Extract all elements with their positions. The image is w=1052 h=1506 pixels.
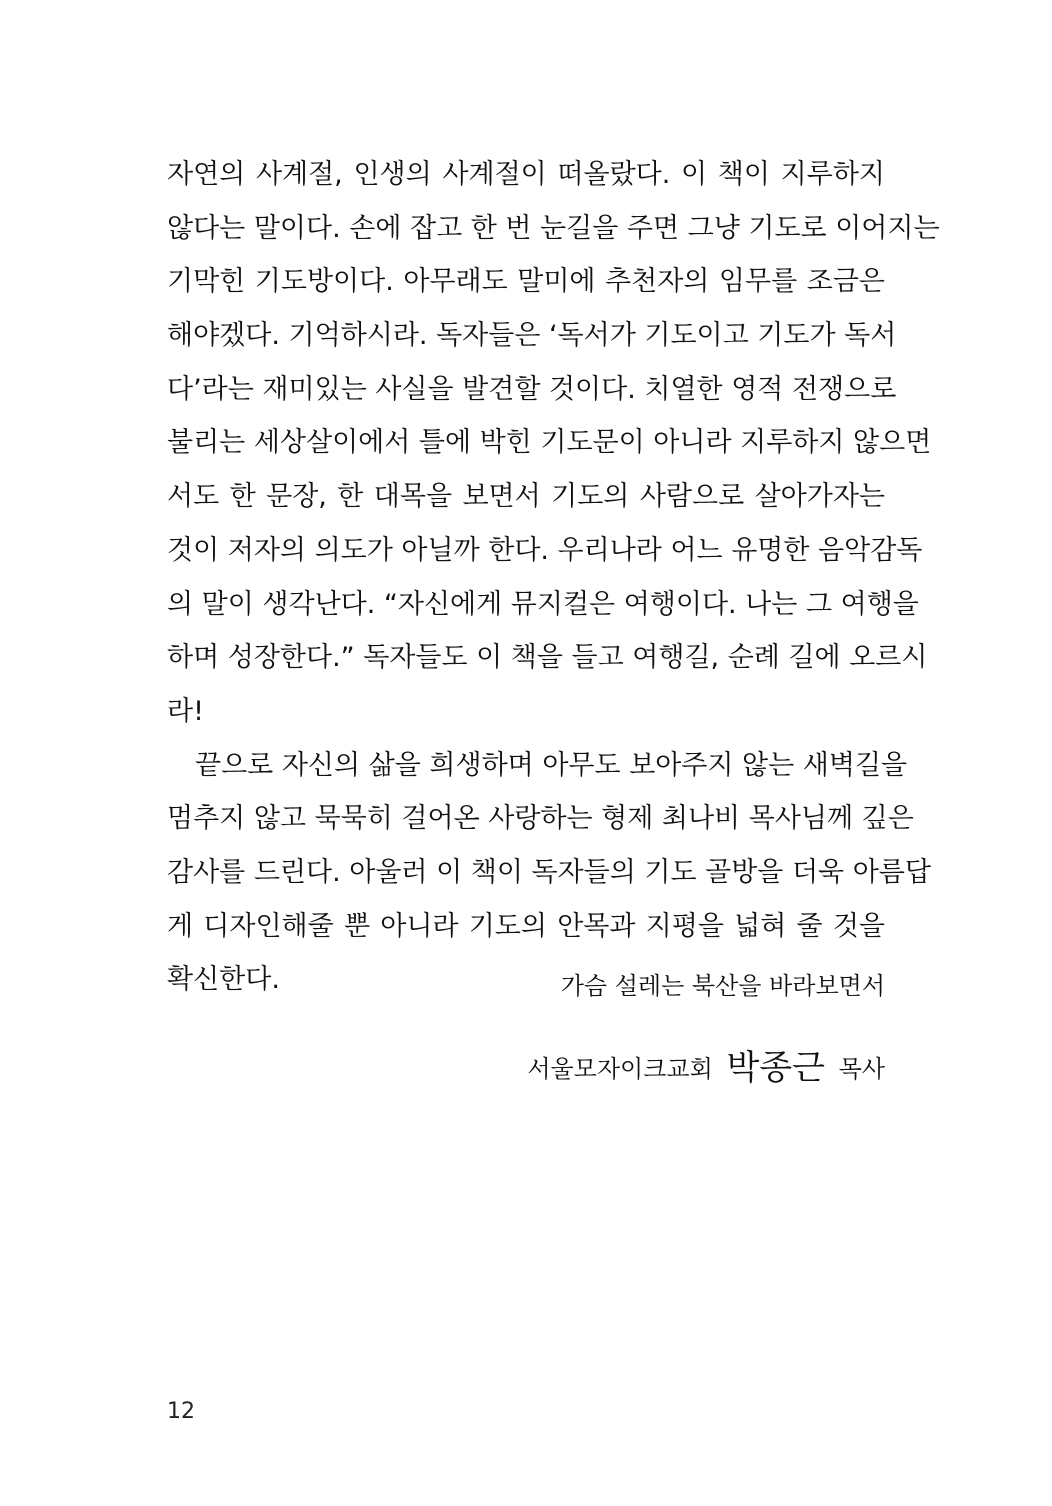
text-line: 기막힌 기도방이다. 아무래도 말미에 추천자의 임무를 조금은: [167, 266, 885, 298]
text-line: 자연의 사계절, 인생의 사계절이 떠올랐다. 이 책이 지루하지: [167, 159, 885, 190]
text-line: 의 말이 생각난다. “자신에게 뮤지컬은 여행이다. 나는 그 여행을: [167, 588, 919, 620]
text-line-paragraph-start: 끝으로 자신의 삶을 희생하며 아무도 보아주지 않는 새벽길을: [195, 749, 908, 781]
text-line: 게 디자인해줄 뿐 아니라 기도의 안목과 지평을 넓혀 줄 것을: [167, 910, 885, 942]
text-line: 불리는 세상살이에서 틀에 박힌 기도문이 아니라 지루하지 않으면: [167, 427, 932, 459]
text-line: 확신한다.: [167, 964, 280, 996]
author-title: 목사: [838, 1055, 885, 1083]
body-text: [167, 148, 940, 1007]
text-line: 멈추지 않고 묵묵히 걸어온 사랑하는 형제 최나비 목사님께 깊은: [167, 803, 914, 835]
text-line: 하며 성장한다.” 독자들도 이 책을 들고 여행길, 순례 길에 오르시: [167, 642, 928, 674]
author-name: 박종근: [726, 1048, 825, 1088]
text-line: 다’라는 재미있는 사실을 발견할 것이다. 치열한 영적 전쟁으로: [167, 373, 897, 405]
signature: [527, 1046, 885, 1091]
text-line: 않다는 말이다. 손에 잡고 한 번 눈길을 주면 그냥 기도로 이어지는: [167, 212, 940, 244]
church-name: 서울모자이크교회: [527, 1055, 713, 1083]
text-line: 서도 한 문장, 한 대목을 보면서 기도의 사람으로 살아가자는: [167, 481, 885, 513]
text-line: 감사를 드린다. 아울러 이 책이 독자들의 기도 골방을 더욱 아름답: [167, 856, 931, 888]
text-line: 해야겠다. 기억하시라. 독자들은 ‘독서가 기도이고 기도가 독서: [167, 320, 897, 352]
text-line: 것이 저자의 의도가 아닐까 한다. 우리나라 어느 유명한 음악감독: [167, 534, 923, 566]
page-number: 12: [167, 1399, 195, 1424]
text-line: 라!: [167, 695, 204, 727]
closing-place: 가슴 설레는 북산을 바라보면서: [560, 972, 885, 1000]
